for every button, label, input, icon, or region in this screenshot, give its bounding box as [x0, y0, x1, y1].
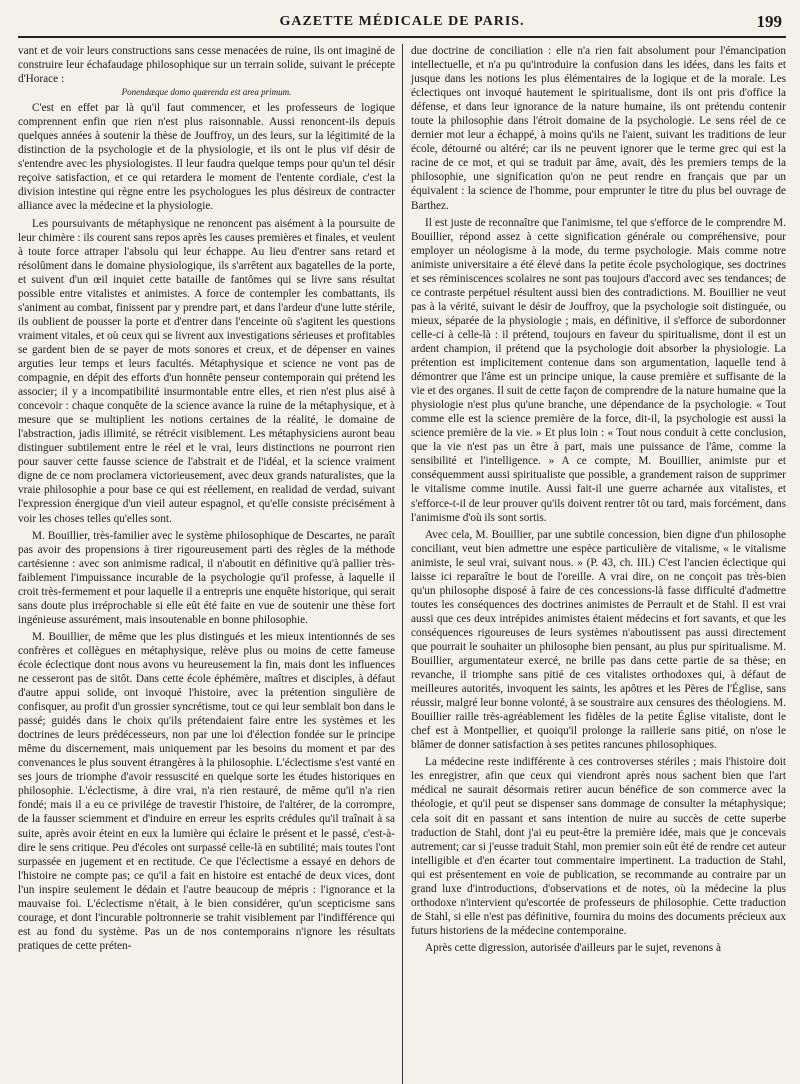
page-number: 199	[756, 12, 782, 31]
running-header	[18, 10, 786, 38]
right-column	[402, 44, 786, 1084]
text-columns	[18, 44, 786, 1084]
paragraph: Après cette digression, autorisée d'ailleurs par le sujet, revenons à	[425, 941, 721, 954]
left-column	[18, 44, 402, 1084]
paragraph: La médecine reste indifférente à ces controverses stériles ; mais l'histoire doit les enregistrer, afin que ceux qui viendront après nous sachent bien que l'art médical ne saurait désormais retirer aucun bénéfice de son commerce avec la théologie, et qu'il peut se dispenser sans dommage de consulter la métaphysique; cela soit dit en passant et sans intention de nuire au succès de cette superbe traduction de Stahl, dont j'ai eu peut-être la première idée, mais que je concevais autrement; car si j'eusse traduit Stahl, mon premier soin eût été de rendre cet auteur intelligible et d'en écarter tout commentaire impertinent. La traduction de Stahl, qui est présentement en voie de publication, se recommande au contraire par un grand luxe d'introductions, d'observations et de notes, où la médecine la plus orthodoxe n'intervient qu'escortée de professeurs de philosophie. Cette traduction de Stahl, si elle n'est pas définitive, fournira du moins des documents précieux aux futurs historiens de la médecine contemporaine.	[411, 756, 786, 937]
paragraph: Avec cela, M. Bouillier, par une subtile concession, bien digne d'un philosophe conciliant, veut bien admettre une espèce particulière de vitalisme, « le vitalisme animiste, le seul vrai, suivant nous. » (P. 43, ch. III.) C'est l'ancien éclectique qui laisse ici reparaître le bout de l'oreille. A vrai dire, on ne conçoit pas très-bien qu'un philosophe disposé à faire de ces concessions-là fasse difficulté d'admettre toutes les conséquences des doctrines animistes de Perrault et de Stahl. Il est vrai aussi que ces deux intrépides animistes étaient médecins et fort savants, et que les conséquences rigoureuses de leurs systèmes n'aboutissent pas aussi directement que pourrait le souhaiter un philosophe bien pensant, au plus pur spiritualisme. M. Bouillier, argumentateur exercé, ne brille pas dans cette partie de sa thèse; en revanche, il triomphe sans pitié de ces vitalistes orthodoxes qui, à défaut de meilleures autorités, invoquent les saints, les apôtres et les Pères de l'Église, sans réussir, malgré leur bonne volonté, à se soustraire aux censures des théologiens. M. Bouillier raille très-agréablement les fidèles de la petite Église vitaliste, dont le chef est à Montpellier, et quoiqu'il prolonge la raillerie sans pitié, on n'ose le blâmer de donner satisfaction à ses petites rancunes philosophiques.	[411, 528, 786, 752]
paragraph: Il est juste de reconnaître que l'animisme, tel que s'efforce de le comprendre M. Bouillier, répond assez à cette signification générale ou compréhensive, pour employer un néologisme à la mode, du terme psychologie. Mais comme notre animiste universitaire a été élevé dans la petite école psychologique, ses doctrines et ses réminiscences scolaires ne sont pas toujours d'accord avec ses tendances; de ce contraste perpétuel résultent aussi bien des contradictions. M. Bouillier ne veut pas à la vérité, suivant le désir de Jouffroy, que la psychologie soit distinguée, ou mieux, séparée de la physiologie ; mais, en définitive, il s'efforce de subordonner celle-ci à celle-là : il prétend, toujours en faveur du spiritualisme, dont il est un ardent champion, il prétend que la psychologie doit absorber la physiologie. La prétention est implicitement contenue dans son argumentation, laquelle tend à démontrer que l'âme est un principe unique, la cause première et suffisante de la vie et des organes. Il suit de cette façon de comprendre de la nature humaine que la physiologie n'est plus qu'une branche, une dépendance de la psychologie. « Tout comme elle est la science première de la force, dit-il, la psychologie est aussi la science première de la vie. » Et plus loin : « Tout nous conduit à cette conclusion, que la vie n'est pas un être à part, mais une puissance de l'âme, comme la sensibilité et l'intelligence. » A ce compte, M. Bouillier, animiste pur et conséquemment aussi spiritualiste que possible, a grandement raison de supprimer le vitalisme comme inutile. Aussi fait-il une guerre acharnée aux vitalistes, et s'efforce-t-il de leur prouver qu'ils doivent rentrer tôt ou tard, mais forcément, dans l'animisme d'où ils sont sortis.	[411, 216, 786, 524]
latin-quotation: Ponendæque domo quærenda est area primum.	[121, 87, 292, 98]
paragraph: C'est en effet par là qu'il faut commencer, et les professeurs de logique comprennent enfin que rien n'est plus raisonnable. Aussi renoncent-ils depuis quelques années à soutenir la thèse de Jouffroy, un des leurs, sur la légitimité de la distinction de la psychologie et de la physiologie, et ils ont le plus vif désir de s'entendre avec les physiologistes. Il leur faudra quelque temps pour qu'un tel désir reçoive satisfaction, et ce qui retardera le moment de l'entente cordiale, c'est la division intestine qui règne entre les psychologues les plus désireux de contracter alliance avec la médecine et la physiologie.	[18, 102, 395, 213]
paragraph: Les poursuivants de métaphysique ne renoncent pas aisément à la poursuite de leur chimère : ils courent sans repos après les causes premières et finales, et veulent à toute force attraper l'absolu qui leur échappe. Au lieu d'entrer sans retard et résolûment dans le domaine physiologique, ils s'arrêtent aux bagatelles de la porte, et suivent d'un œil inquiet cette bataille de fantômes qui se livre sans résultat possible entre vitalistes et animistes. A force de contempler les combattants, ils s'animent au combat, finissent par y prendre part, et dans l'ardeur d'une lutte stérile, ils oublient de pousser la porte et d'entrer dans l'enceinte où s'agitent les questions vraiment vitales, et où ceux qui se livrent aux investigations sérieuses et profitables se gardent bien de se payer de mots sonores et creux, et de dépenser en vaines arguties leur temps et leurs facultés. Métaphysique et science ne vont pas de compagnie, en dépit des efforts d'un honnête penseur contemporain qui prétend les associer; il y a incompatibilité insurmontable entre elles, et rien n'est plus aisé à concevoir : chaque conquête de la science avance la ruine de la métaphysique, et à mesure que se multiplient les notions certaines de la réalité, le domaine de l'abstraction, jadis illimité, se rétrécit visiblement. Les métaphysiciens auront beau distinguer subtilement entre le réel et le vrai, leurs distinctions ne pourront rien pour sauver cette fausse science de l'abstrait et de l'idéal, et la science vraiment digne de ce nom proclamera victorieusement, avec deux grands naturalistes, que la vraie philosophie a pour base ce qui est réellement, en realidad de verdad, suivant l'expression énergique d'un vieil auteur espagnol, et qu'elle consiste précisément à voir les choses telles qu'elles sont.	[18, 217, 395, 525]
journal-title: GAZETTE MÉDICALE DE PARIS.	[279, 14, 525, 29]
paragraph: due doctrine de conciliation : elle n'a rien fait absolument pour l'émancipation intellectuelle, et n'a pu qu'introduire la confusion dans les idées, dans les faits et jusque dans les notions les plus élémentaires de la logique et de la morale. Les éclectiques ont invoqué hautement le spiritualisme, dont ils ont pris d'office la défense, et dans leur ignorance de la nature humaine, ils ont prétendu contenir toute la philosophie dans l'étroit domaine de la psychologie. Le sens réel de ce dernier mot leur a échappé, à moins qu'ils ne l'aient, suivant les traditions de leur école, détourné ou altéré; car ils ne peuvent ignorer que le terme grec qui est la racine de ce mot, et qui se traduit par âme, avait, dès les premiers temps de la philosophie, une signification qu'on ne peut rendre en français que par un équivalent : la science de l'homme, pour emprunter le titre du plus bel ouvrage de Barthez.	[411, 45, 786, 212]
paragraph: M. Bouillier, de même que les plus distingués et les mieux intentionnés de ses confrères et collègues en métaphysique, relève plus ou moins de cette fameuse école éclectique dont nous avons vu heureusement la fin, mais dont les influences ne cesseront pas de sitôt. Dans cette école éphémère, maîtres et disciples, à défaut d'autre appui solide, ont invoqué l'histoire, avec la prétention singulière de confisquer, au profit d'un grossier syncrétisme, tout ce qui leur semblait bon dans le passé; guidés dans le choix qu'ils prétendaient faire entre les systèmes et les doctrines de leurs prédécesseurs, non par une loi d'élection fondée sur le principe même du discernement, mais uniquement par les besoins du moment et par des convenances le plus souvent étrangères à la philosophie. L'éclectisme s'est vanté en ses jours de triomphe d'avoir ressuscité en quelque sorte les études historiques en philosophie. L'éclectisme, à dire vrai, n'a rien restauré, de même qu'il n'a rien fondé; mais il a eu ce privilége de travestir l'histoire, de l'altérer, de la corrompre, de la fausser sciemment et d'induire en erreur les esprits crédules qu'il traînait à sa suite, après avoir éteint en eux la lumière qui éclaire le présent et le passé, c'est-à-dire le sens critique. Peu d'écoles ont surpassé celle-là en subtilité; mais toutes l'ont surpassée en jugement et en rectitude. Ce que l'éclectisme a essayé en dehors de l'histoire ne compte pas; ce qu'il a fait en histoire est entaché de deux vices, dont l'un inspire seulement le dédain et l'autre beaucoup de mépris : l'ignorance et la mauvaise foi. L'éclectisme n'était, à le bien considérer, qu'un scepticisme sans courage, et dont l'incurable poltronnerie se trahit visiblement par l'indifférence qui est au fond du système. Pas un de nos contemporains n'ignore les résultats pratiques de cette préten-	[18, 630, 395, 952]
paragraph: M. Bouillier, très-familier avec le système philosophique de Descartes, ne paraît pas avoir des propensions à tirer rigoureusement parti des règles de la méthode cartésienne : avec son animisme radical, il n'aboutit en définitive qu'à pallier très-faiblement l'impuissance incurable de la psychologie qu'il professe, à laquelle il croit très-fermement et pour laquelle il a entrepris une enquête historique, qui serait sans doute plus irréprochable si elle eût été faite en vue de soutenir une thèse fort ingénieuse assurément, mais insoutenable en bonne philosophie.	[18, 529, 395, 626]
paragraph: vant et de voir leurs constructions sans cesse menacées de ruine, ils ont imaginé de construire leur échafaudage philosophique sur un terrain solide, suivant le précepte d'Horace :	[18, 45, 395, 86]
